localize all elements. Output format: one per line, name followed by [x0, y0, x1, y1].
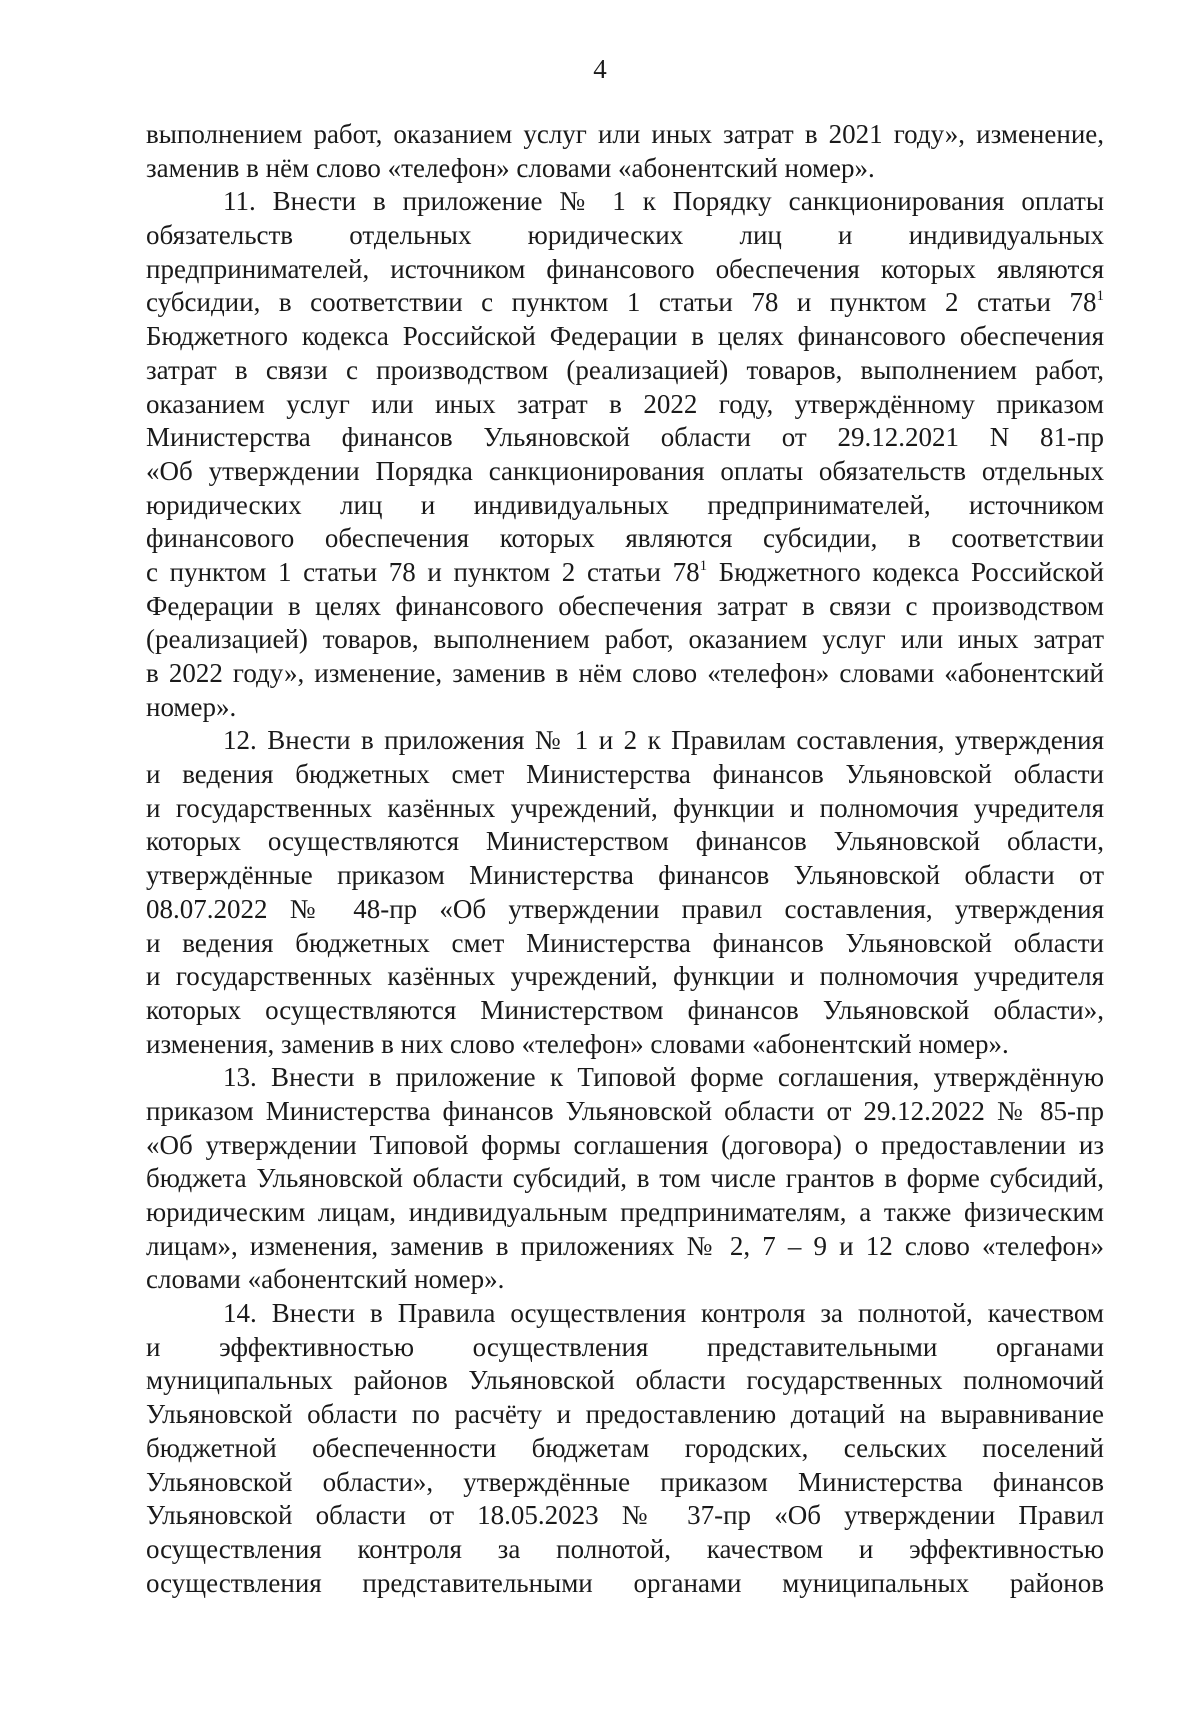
- text-line: выполнением работ, оказанием услуг или иных затрат в 2021 году», изменение,: [146, 119, 1104, 149]
- text-line: предпринимателей, источником финансового обеспечения которых являются: [146, 253, 1104, 284]
- text-line: юридических лиц и индивидуальных предпринимателей, источником: [146, 489, 1104, 520]
- text-line: осуществления контроля за полнотой, качеством и эффективностью: [146, 1533, 1104, 1564]
- text-line: заменив в нём слово «телефон» словами «абонентский номер».: [146, 152, 875, 183]
- text-line: которых осуществляются Министерством финансов Ульяновской области,: [146, 826, 1104, 857]
- text-line: бюджетной обеспеченности бюджетам городских, сельских поселений: [146, 1432, 1104, 1463]
- text-line: оказанием услуг или иных затрат в 2022 году, утверждённому приказом: [146, 388, 1104, 419]
- text-line: Федерации в целях финансового обеспечения затрат в связи с производством: [146, 590, 1104, 621]
- text-line: Ульяновской области», утверждённые приказом Министерства финансов: [146, 1466, 1104, 1497]
- text-line: Ульяновской области от 18.05.2023 № 37-пр «Об утверждении Правил: [146, 1500, 1104, 1531]
- text-line: Министерства финансов Ульяновской области от 29.12.2021 N 81-пр: [146, 422, 1104, 453]
- text-line: 11. Внести в приложение № 1 к Порядку санкционирования оплаты: [223, 186, 1104, 217]
- text-line: и государственных казённых учреждений, функции и полномочия учредителя: [146, 961, 1104, 992]
- text-line: субсидии, в соответствии с пунктом 1 статьи 78 и пунктом 2 статьи $78^1$: [146, 287, 1104, 318]
- text-line: 13. Внести в приложение к Типовой форме соглашения, утверждённую: [223, 1062, 1104, 1093]
- text-line: приказом Министерства финансов Ульяновской области от 29.12.2022 № 85-пр: [146, 1095, 1104, 1126]
- text-line: «Об утверждении Порядка санкционирования оплаты обязательств отдельных: [146, 455, 1104, 486]
- text-line: и ведения бюджетных смет Министерства финансов Ульяновской области: [146, 759, 1104, 790]
- text-line: утверждённые приказом Министерства финансов Ульяновской области от: [146, 860, 1104, 891]
- text-line: изменения, заменив в них слово «телефон» словами «абонентский номер».: [146, 1028, 1009, 1059]
- document-body: [146, 118, 1104, 1600]
- text-line: Ульяновской области по расчёту и предоставлению дотаций на выравнивание: [146, 1399, 1104, 1430]
- text-line: и эффективностью осуществления представительными органами: [146, 1331, 1104, 1362]
- text-line: номер».: [146, 691, 237, 722]
- text-line: муниципальных районов Ульяновской области государственных полномочий: [146, 1365, 1104, 1396]
- text-line: бюджета Ульяновской области субсидий, в том числе грантов в форме субсидий,: [146, 1163, 1104, 1194]
- text-line: словами «абонентский номер».: [146, 1264, 505, 1295]
- text-line: «Об утверждении Типовой формы соглашения (договора) о предоставлении из: [146, 1129, 1104, 1160]
- text-line: и ведения бюджетных смет Министерства финансов Ульяновской области: [146, 927, 1104, 958]
- text-line: и государственных казённых учреждений, функции и полномочия учредителя: [146, 792, 1104, 823]
- text-line: с пунктом 1 статьи 78 и пунктом 2 статьи $78^1$ Бюджетного кодекса Российской: [146, 556, 1104, 587]
- text-line: 12. Внести в приложения № 1 и 2 к Правилам составления, утверждения: [223, 725, 1104, 756]
- text-line: финансового обеспечения которых являются субсидии, в соответствии: [146, 523, 1104, 554]
- text-line: которых осуществляются Министерством финансов Ульяновской области»,: [146, 994, 1104, 1025]
- page-number: 4: [593, 54, 607, 84]
- text-line: осуществления представительными органами муниципальных районов: [146, 1567, 1104, 1598]
- text-line: 08.07.2022 № 48-пр «Об утверждении правил составления, утверждения: [146, 893, 1104, 924]
- text-line: затрат в связи с производством (реализацией) товаров, выполнением работ,: [146, 354, 1104, 385]
- text-line: 14. Внести в Правила осуществления контроля за полнотой, качеством: [223, 1298, 1104, 1329]
- text-line: юридическим лицам, индивидуальным предпринимателям, а также физическим: [146, 1197, 1104, 1227]
- text-line: (реализацией) товаров, выполнением работ, оказанием услуг или иных затрат: [146, 624, 1104, 655]
- text-line: Бюджетного кодекса Российской Федерации в целях финансового обеспечения: [146, 321, 1104, 352]
- text-line: обязательств отдельных юридических лиц и индивидуальных: [146, 220, 1104, 251]
- text-line: лицам», изменения, заменив в приложениях № 2, 7 – 9 и 12 слово «телефон»: [146, 1230, 1104, 1261]
- text-line: в 2022 году», изменение, заменив в нём слово «телефон» словами «абонентский: [146, 658, 1104, 688]
